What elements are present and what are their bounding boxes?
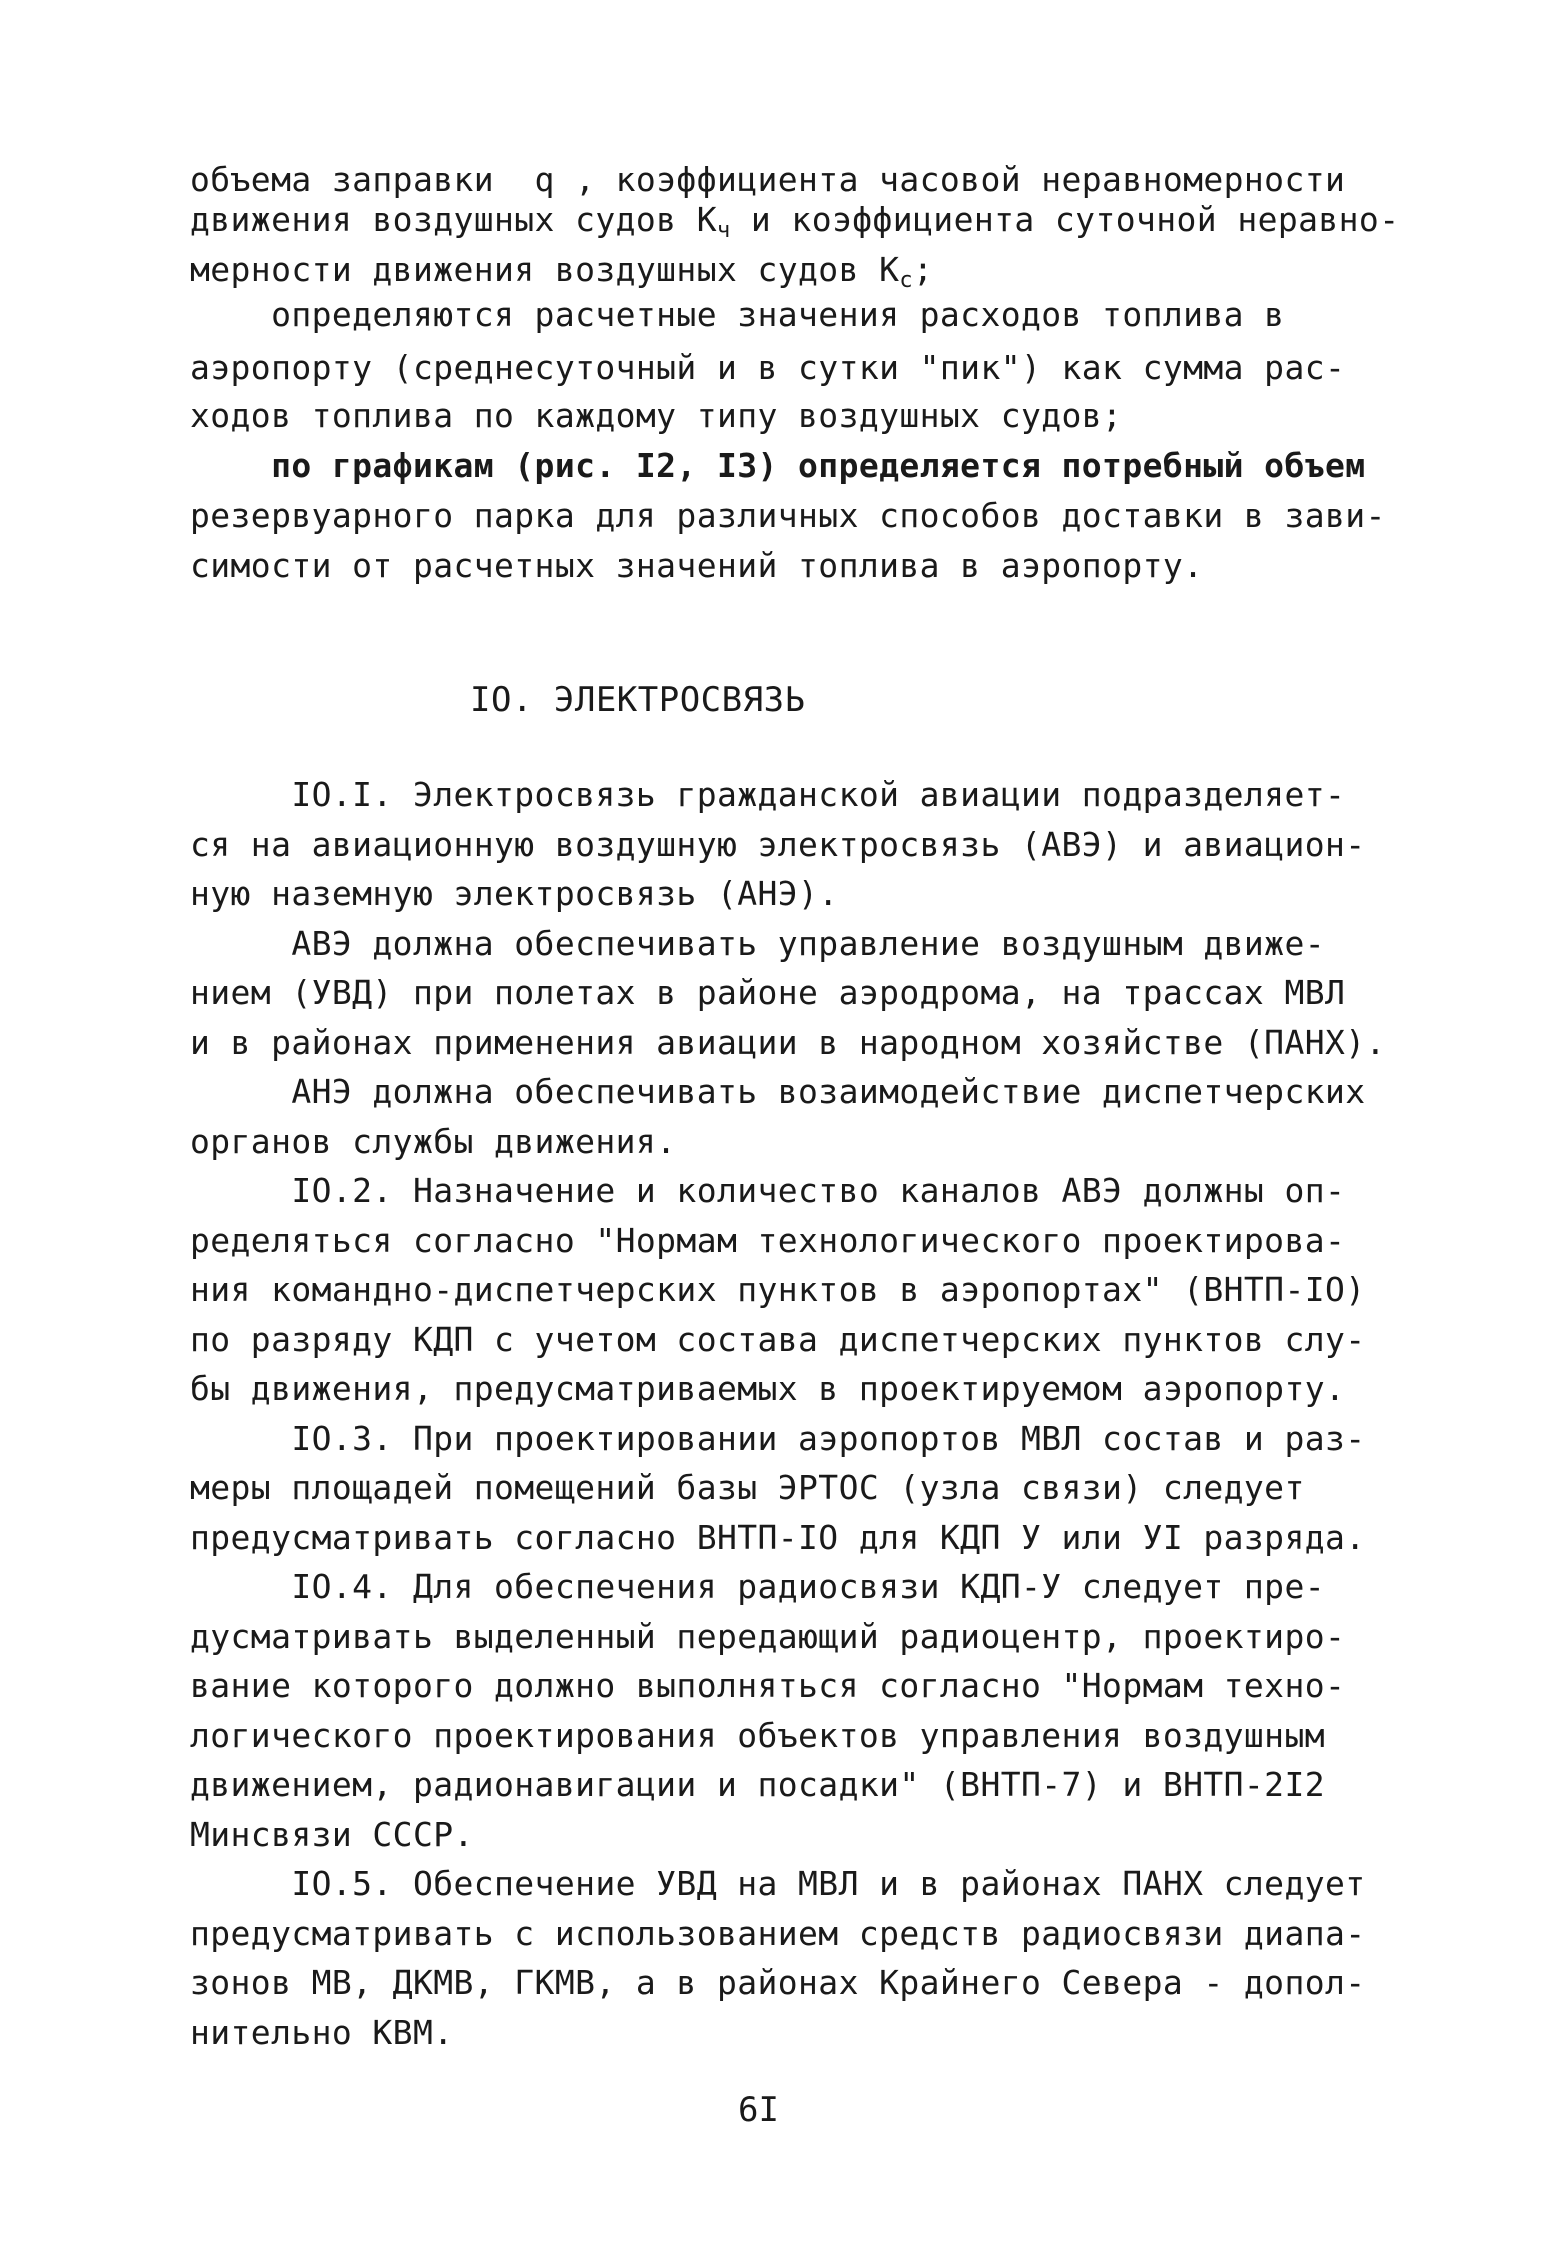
text-line: логического проектирования объектов управления воздушным [190, 1716, 1325, 1755]
text-line: по разряду КДП с учетом состава диспетчерских пунктов слу- [190, 1320, 1366, 1359]
text-line [190, 250, 934, 293]
text-line: вание которого должно выполняться согласно "Нормам техно- [190, 1666, 1346, 1705]
text-line: ся на авиационную воздушную электросвязь (АВЭ) и авиацион- [190, 825, 1366, 864]
text-line: резервуарного парка для различных способов доставки в зави- [190, 496, 1386, 535]
text-line: зонов МВ, ДКМВ, ГКМВ, а в районах Крайнего Севера - допол- [190, 1963, 1366, 2002]
text-line: предусматривать согласно ВНТП-IO для КДП У или УI разряда. [190, 1518, 1366, 1557]
text-line: аэропорту (среднесуточный и в сутки "пик") как сумма рас- [190, 348, 1346, 387]
text-line: АВЭ должна обеспечивать управление воздушным движе- [190, 924, 1325, 963]
text-line: определяются расчетные значения расходов топлива в [190, 295, 1285, 334]
text-span: и коэффициента суточной неравно- [730, 200, 1400, 239]
text-line [190, 200, 1400, 243]
text-line: органов службы движения. [190, 1122, 677, 1161]
text-line: предусматривать с использованием средств радиосвязи диапа- [190, 1914, 1366, 1953]
text-line: бы движения, предусматриваемых в проектируемом аэропорту. [190, 1369, 1346, 1408]
section-heading: IO. ЭЛЕКТРОСВЯЗЬ [470, 680, 806, 720]
text-line: Минсвязи СССР. [190, 1815, 474, 1854]
text-line: АНЭ должна обеспечивать возаимодействие диспетчерских [190, 1072, 1366, 1111]
text-line: нительно КВМ. [190, 2013, 454, 2052]
text-line: ную наземную электросвязь (АНЭ). [190, 874, 839, 913]
text-line: IO.4. Для обеспечения радиосвязи КДП-У следует пре- [190, 1567, 1325, 1606]
text-line: IO.3. При проектировании аэропортов МВЛ состав и раз- [190, 1419, 1366, 1458]
text-line: движением, радионавигации и посадки" (ВНТП-7) и ВНТП-2I2 [190, 1765, 1325, 1804]
subscript: с [899, 268, 914, 293]
text-line: симости от расчетных значений топлива в аэропорту. [190, 546, 1204, 585]
text-span: движения воздушных судов K [190, 200, 717, 239]
text-line: ния командно-диспетчерских пунктов в аэропортах" (ВНТП-IO) [190, 1270, 1366, 1309]
text-span: ; [913, 250, 934, 289]
text-line: IO.5. Обеспечение УВД на МВЛ и в районах ПАНХ следует [190, 1864, 1366, 1903]
text-span: мерности движения воздушных судов K [190, 250, 900, 289]
text-line: нием (УВД) при полетах в районе аэродрома, на трассах МВЛ [190, 973, 1346, 1012]
text-line: и в районах применения авиации в народном хозяйстве (ПАНХ). [190, 1023, 1386, 1062]
text-line: меры площадей помещений базы ЭРТОС (узла связи) следует [190, 1468, 1305, 1507]
text-line: ределяться согласно "Нормам технологического проектирова- [190, 1221, 1346, 1260]
text-line: по графикам (рис. I2, I3) определяется потребный объем [190, 446, 1366, 485]
text-line: IO.2. Назначение и количество каналов АВЭ должны оп- [190, 1171, 1346, 1210]
text-line: IO.I. Электросвязь гражданской авиации подразделяет- [190, 775, 1346, 814]
page-number: 6I [738, 2090, 779, 2130]
text-line: дусматривать выделенный передающий радиоцентр, проектиро- [190, 1617, 1346, 1656]
text-line: ходов топлива по каждому типу воздушных судов; [190, 396, 1123, 435]
subscript: ч [716, 218, 731, 243]
text-line: объема заправки q , коэффициента часовой неравномерности [190, 160, 1346, 199]
